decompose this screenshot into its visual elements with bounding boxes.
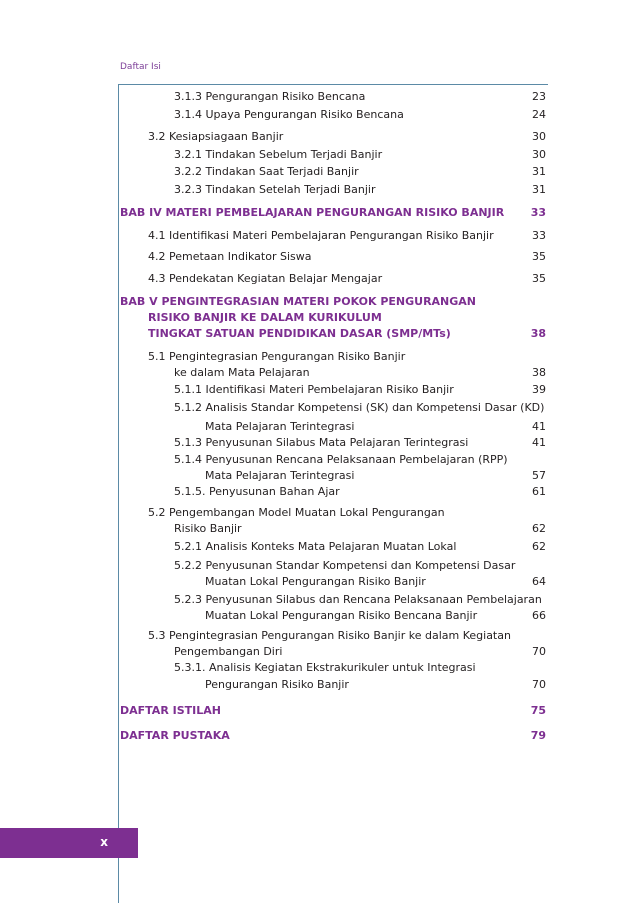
toc-page: 66 — [532, 609, 546, 622]
toc-page: 31 — [532, 183, 546, 196]
toc-page: 70 — [532, 678, 546, 691]
toc-chapter[interactable]: DAFTAR PUSTAKA — [120, 729, 230, 742]
toc-page: 62 — [532, 522, 546, 535]
toc-entry[interactable]: 3.2 Kesiapsiagaan Banjir — [148, 130, 284, 143]
toc-entry[interactable]: 4.3 Pendekatan Kegiatan Belajar Mengajar — [148, 272, 383, 285]
toc-entry[interactable]: Risiko Banjir — [174, 522, 242, 535]
toc-page: 64 — [532, 575, 546, 588]
toc-chapter[interactable]: DAFTAR ISTILAH — [120, 704, 221, 717]
toc-page: 33 — [530, 206, 546, 219]
toc-entry[interactable]: Pengembangan Diri — [174, 645, 283, 658]
toc-page: 70 — [532, 645, 546, 658]
toc-page: 24 — [532, 108, 546, 121]
toc-entry[interactable]: 4.2 Pemetaan Indikator Siswa — [148, 250, 312, 263]
toc-entry[interactable]: Muatan Lokal Pengurangan Risiko Banjir — [205, 575, 426, 588]
toc-entry[interactable]: 3.1.4 Upaya Pengurangan Risiko Bencana — [174, 108, 404, 121]
toc-page: 38 — [532, 366, 546, 379]
margin-rule — [118, 84, 119, 903]
toc-entry[interactable]: 5.1.1 Identifikasi Materi Pembelajaran Risiko Banjir — [174, 383, 454, 396]
toc-page: 41 — [532, 436, 546, 449]
toc-entry[interactable]: Mata Pelajaran Terintegrasi — [205, 469, 355, 482]
toc-entry[interactable]: 5.2.2 Penyusunan Standar Kompetensi dan Kompetensi Dasar — [174, 559, 516, 572]
toc-entry[interactable]: 3.2.2 Tindakan Saat Terjadi Banjir — [174, 165, 359, 178]
toc-entry[interactable]: Muatan Lokal Pengurangan Risiko Bencana Banjir — [205, 609, 478, 622]
toc-entry[interactable]: 5.1 Pengintegrasian Pengurangan Risiko Banjir — [148, 350, 406, 363]
toc-page: 35 — [532, 250, 546, 263]
toc-page: 75 — [530, 704, 546, 717]
page-number-badge — [0, 828, 138, 858]
toc-page: 79 — [530, 729, 546, 742]
toc-page: 35 — [532, 272, 546, 285]
toc-entry[interactable]: 5.3.1. Analisis Kegiatan Ekstrakurikuler untuk Integrasi — [174, 661, 476, 674]
toc-entry[interactable]: 3.1.3 Pengurangan Risiko Bencana — [174, 90, 366, 103]
toc-page: 30 — [532, 148, 546, 161]
toc-chapter[interactable]: RISIKO BANJIR KE DALAM KURIKULUM — [148, 311, 382, 324]
header-rule — [118, 84, 548, 85]
toc-page: 41 — [532, 420, 546, 433]
toc-entry[interactable]: 5.2.1 Analisis Konteks Mata Pelajaran Muatan Lokal — [174, 540, 457, 553]
toc-entry[interactable]: 5.1.3 Penyusunan Silabus Mata Pelajaran Terintegrasi — [174, 436, 469, 449]
toc-page: 33 — [532, 229, 546, 242]
toc-page: 30 — [532, 130, 546, 143]
toc-chapter[interactable]: TINGKAT SATUAN PENDIDIKAN DASAR (SMP/MTs) — [148, 327, 451, 340]
toc-entry[interactable]: 5.1.4 Penyusunan Rencana Pelaksanaan Pembelajaran (RPP) — [174, 453, 508, 466]
toc-page: 61 — [532, 485, 546, 498]
toc-page: 39 — [532, 383, 546, 396]
toc-entry[interactable]: 5.1.5. Penyusunan Bahan Ajar — [174, 485, 340, 498]
toc-entry[interactable]: 3.2.1 Tindakan Sebelum Terjadi Banjir — [174, 148, 383, 161]
toc-page: 31 — [532, 165, 546, 178]
toc-page: 38 — [530, 327, 546, 340]
toc-entry[interactable]: Mata Pelajaran Terintegrasi — [205, 420, 355, 433]
toc-entry[interactable]: 5.2.3 Penyusunan Silabus dan Rencana Pelaksanaan Pembelajaran — [174, 593, 542, 606]
toc-chapter[interactable]: BAB V PENGINTEGRASIAN MATERI POKOK PENGURANGAN — [120, 295, 477, 308]
toc-entry[interactable]: 5.3 Pengintegrasian Pengurangan Risiko Banjir ke dalam Kegiatan — [148, 629, 511, 642]
toc-entry[interactable]: ke dalam Mata Pelajaran — [174, 366, 310, 379]
toc-entry[interactable]: 5.1.2 Analisis Standar Kompetensi (SK) dan Kompetensi Dasar (KD) — [174, 401, 545, 414]
toc-entry[interactable]: 5.2 Pengembangan Model Muatan Lokal Pengurangan — [148, 506, 445, 519]
toc-page: 57 — [532, 469, 546, 482]
toc-page: 62 — [532, 540, 546, 553]
toc-entry[interactable]: Pengurangan Risiko Banjir — [205, 678, 349, 691]
toc-chapter[interactable]: BAB IV MATERI PEMBELAJARAN PENGURANGAN RISIKO BANJIR — [120, 206, 505, 219]
toc-entry[interactable]: 4.1 Identifikasi Materi Pembelajaran Pengurangan Risiko Banjir — [148, 229, 494, 242]
running-header: Daftar Isi — [120, 62, 161, 72]
toc-page: 23 — [532, 90, 546, 103]
page-number: x — [100, 835, 108, 849]
toc-entry[interactable]: 3.2.3 Tindakan Setelah Terjadi Banjir — [174, 183, 376, 196]
